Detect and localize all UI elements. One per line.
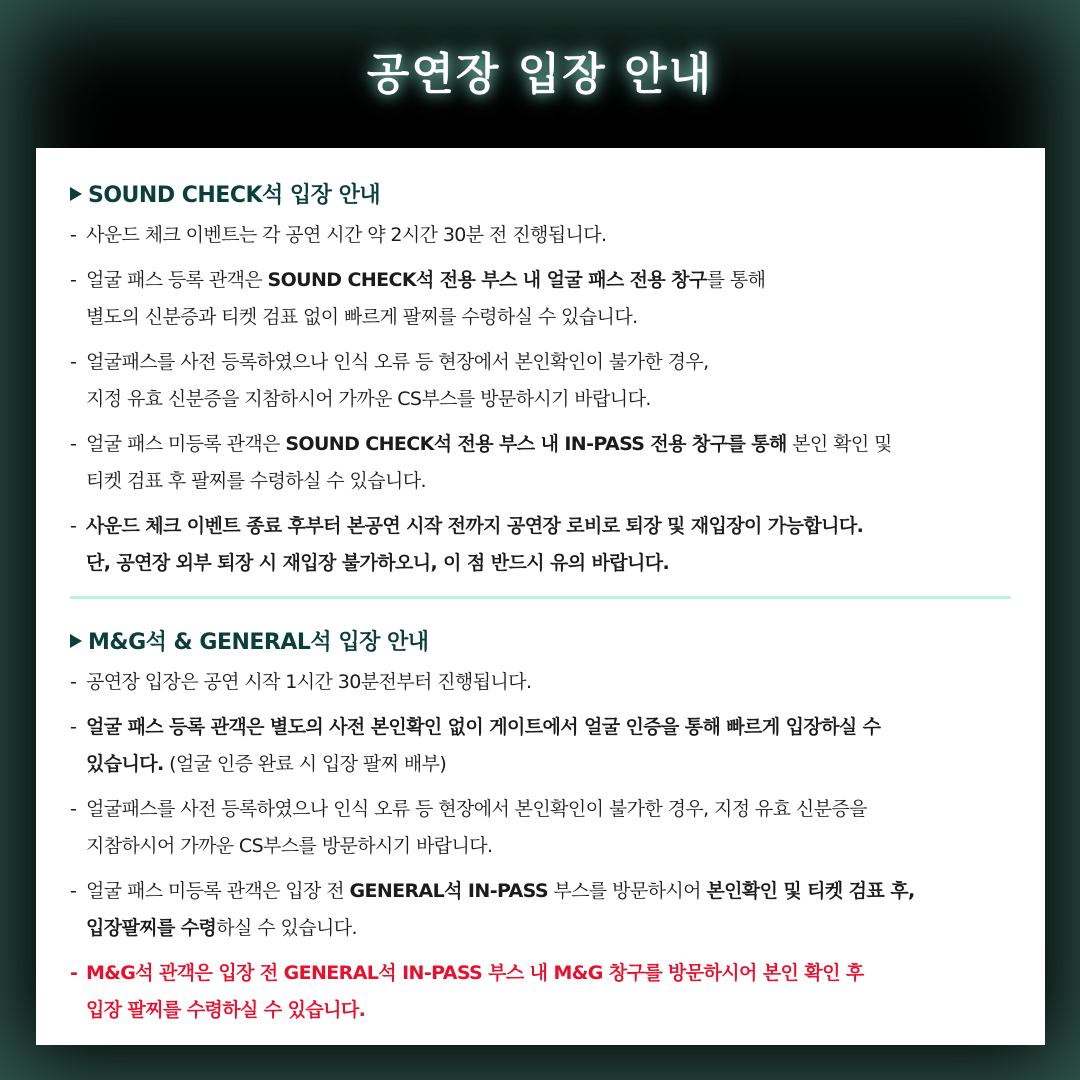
- list-item: [70, 955, 1011, 1029]
- text-line: [86, 217, 1011, 254]
- text-line: [86, 508, 1011, 545]
- text-segment: 입장팔찌를 수령: [86, 917, 217, 939]
- list-item: [70, 217, 1011, 254]
- text-segment: 얼굴 패스 미등록 관객은: [86, 433, 286, 455]
- text-segment: 얼굴 패스 등록 관객은: [86, 269, 268, 291]
- text-segment: 얼굴 패스 미등록 관객은 입장 전: [86, 880, 350, 902]
- text-segment: 를 통해: [706, 269, 766, 291]
- text-segment: 별도의 신분증과 티켓 검표 없이 빠르게 팔찌를 수령하실 수 있습니다.: [86, 306, 638, 328]
- text-line: [86, 910, 1011, 947]
- section-heading-text: M&G석 & GENERAL석 입장 안내: [88, 630, 429, 655]
- list-item: [70, 873, 1011, 947]
- list-dash: -: [70, 224, 77, 246]
- text-line: [86, 545, 1011, 582]
- section-heading-general: [70, 625, 1011, 656]
- list-item-text: [86, 873, 1011, 947]
- sound-check-list: [70, 217, 1011, 582]
- list-item: [70, 508, 1011, 582]
- text-line: [86, 828, 1011, 865]
- list-item-text: [86, 709, 1011, 783]
- text-line: [86, 992, 1011, 1029]
- list-item: [70, 426, 1011, 500]
- text-segment: 하실 수 있습니다.: [216, 917, 357, 939]
- list-item-text: [86, 262, 1011, 336]
- text-segment: 공연장 입장은 공연 시작 1시간 30분전부터 진행됩니다.: [86, 671, 532, 693]
- list-dash: -: [70, 351, 77, 373]
- notice-panel: [36, 148, 1045, 1045]
- list-item-text: [86, 955, 1011, 1029]
- list-dash: -: [70, 671, 77, 693]
- section-heading-text: SOUND CHECK석 입장 안내: [88, 183, 381, 208]
- text-line: [86, 426, 1011, 463]
- text-segment: GENERAL석 IN-PASS: [349, 880, 548, 902]
- text-segment: 사운드 체크 이벤트는 각 공연 시간 약 2시간 30분 전 진행됩니다.: [86, 224, 607, 246]
- text-segment: 단, 공연장 외부 퇴장 시 재입장 불가하오니, 이 점 반드시 유의 바랍니다.: [86, 552, 670, 574]
- text-segment: 티켓 검표 후 팔찌를 수령하실 수 있습니다.: [86, 470, 426, 492]
- text-segment: 얼굴패스를 사전 등록하였으나 인식 오류 등 현장에서 본인확인이 불가한 경우, 지정 유효 신분증을: [86, 798, 867, 820]
- list-dash: -: [70, 515, 77, 537]
- list-item-text: [86, 664, 1011, 701]
- text-segment: M&G석 관객은 입장 전 GENERAL석 IN-PASS 부스 내 M&G 창구를 방문하시어 본인 확인 후: [86, 962, 864, 984]
- text-line: [86, 381, 1011, 418]
- text-line: [86, 873, 1011, 910]
- text-segment: SOUND CHECK석 전용 부스 내 얼굴 패스 전용 창구: [267, 269, 707, 291]
- text-line: [86, 709, 1011, 746]
- text-segment: 있습니다.: [86, 753, 164, 775]
- text-segment: (얼굴 인증 완료 시 입장 팔찌 배부): [163, 753, 447, 775]
- list-dash: -: [70, 962, 78, 984]
- text-line: [86, 463, 1011, 500]
- text-segment: 사운드 체크 이벤트 종료 후부터 본공연 시작 전까지 공연장 로비로 퇴장 및 재입장이 가능합니다.: [86, 515, 864, 537]
- list-dash: -: [70, 269, 77, 291]
- general-list: [70, 664, 1011, 1029]
- list-item-text: [86, 508, 1011, 582]
- text-segment: SOUND CHECK석 전용 부스 내 IN-PASS 전용 창구를 통해: [285, 433, 787, 455]
- section-heading-sound-check: [70, 178, 1011, 209]
- text-segment: 지정 유효 신분증을 지참하시어 가까운 CS부스를 방문하시기 바랍니다.: [86, 388, 651, 410]
- text-segment: 얼굴패스를 사전 등록하였으나 인식 오류 등 현장에서 본인확인이 불가한 경우,: [86, 351, 709, 373]
- list-item-text: [86, 344, 1011, 418]
- triangle-bullet-icon: [70, 634, 82, 648]
- text-segment: 지참하시어 가까운 CS부스를 방문하시기 바랍니다.: [86, 835, 493, 857]
- list-item: [70, 262, 1011, 336]
- list-item-text: [86, 426, 1011, 500]
- text-segment: 입장 팔찌를 수령하실 수 있습니다.: [86, 999, 366, 1021]
- list-item: [70, 664, 1011, 701]
- list-dash: -: [70, 880, 77, 902]
- list-item-text: [86, 217, 1011, 254]
- text-segment: 본인 확인 및: [786, 433, 892, 455]
- list-item: [70, 791, 1011, 865]
- text-line: [86, 746, 1011, 783]
- text-line: [86, 664, 1011, 701]
- triangle-bullet-icon: [70, 187, 82, 201]
- list-item-text: [86, 791, 1011, 865]
- text-line: [86, 344, 1011, 381]
- list-dash: -: [70, 798, 77, 820]
- text-segment: 본인확인 및 티켓 검표 후,: [706, 880, 915, 902]
- text-segment: 부스를 방문하시어: [547, 880, 707, 902]
- text-line: [86, 262, 1011, 299]
- text-line: [86, 955, 1011, 992]
- text-line: [86, 299, 1011, 336]
- list-item: [70, 344, 1011, 418]
- list-dash: -: [70, 716, 77, 738]
- page-title: 공연장 입장 안내: [366, 49, 714, 100]
- list-dash: -: [70, 433, 77, 455]
- text-line: [86, 791, 1011, 828]
- list-item: [70, 709, 1011, 783]
- text-segment: 얼굴 패스 등록 관객은 별도의 사전 본인확인 없이 게이트에서 얼굴 인증을 통해 빠르게 입장하실 수: [86, 716, 881, 738]
